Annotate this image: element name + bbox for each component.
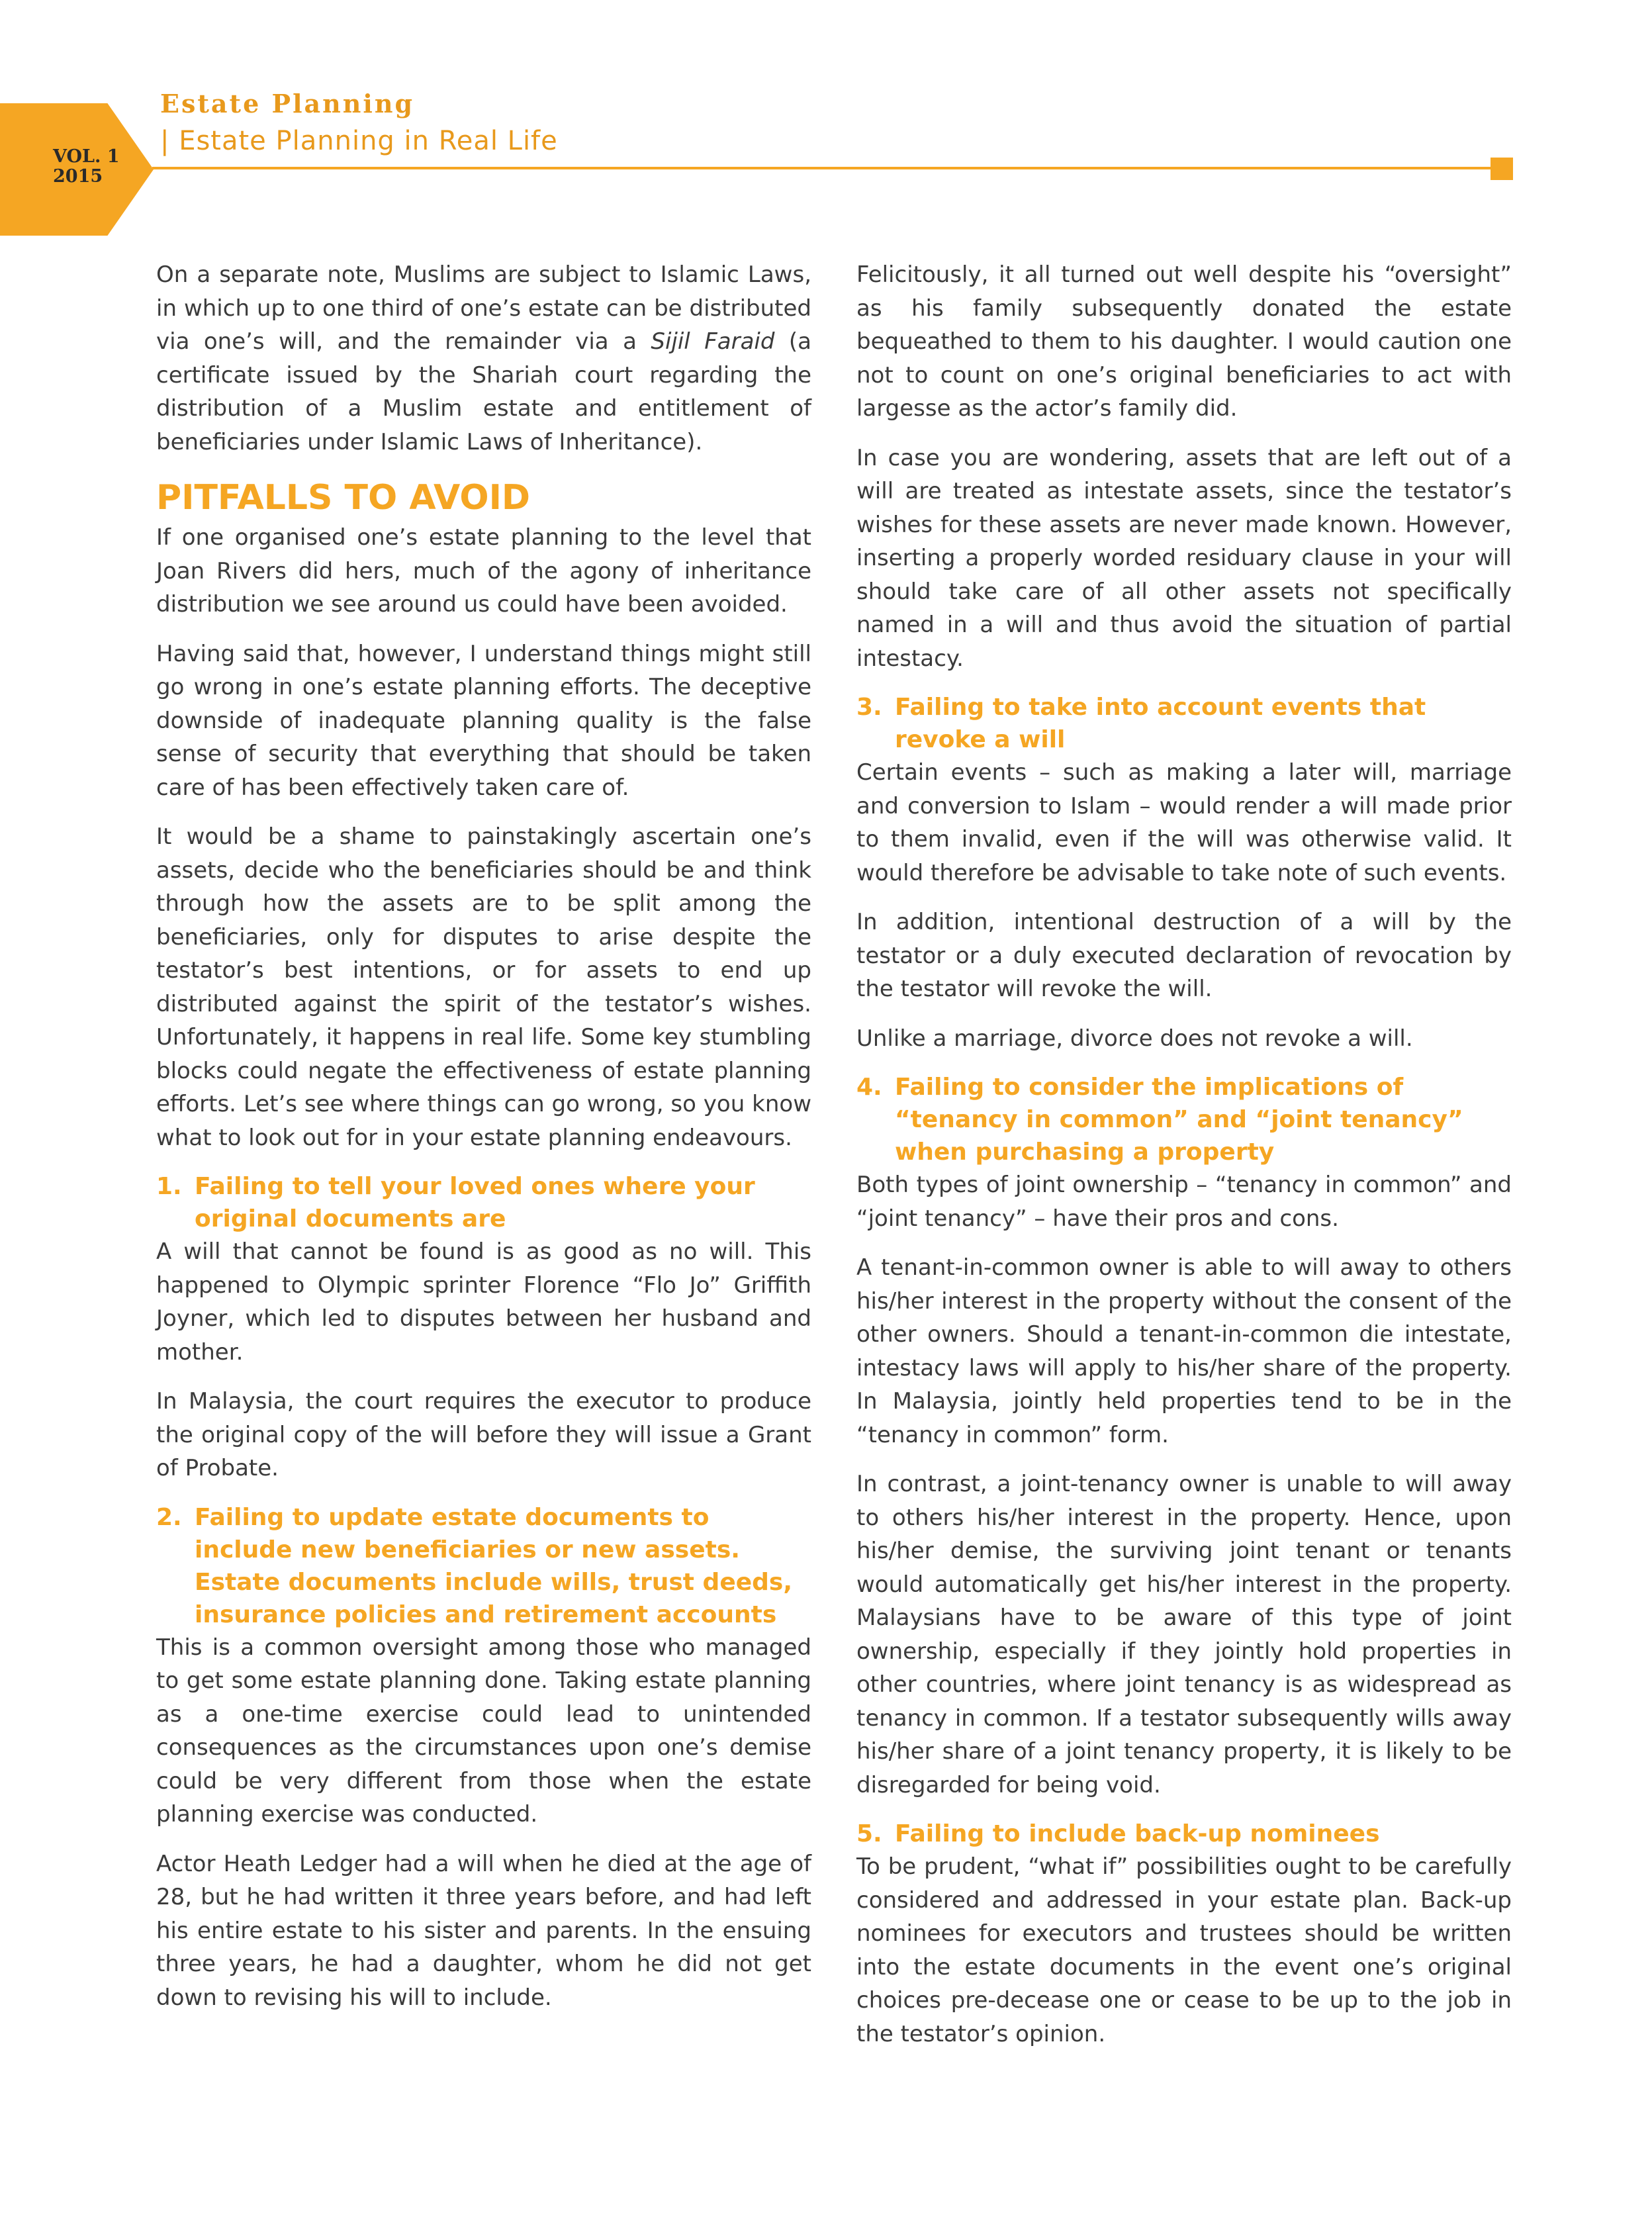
paragraph: To be prudent, “what if” possibilities ought to be carefully considered and addressed in your estate plan. Back-up nominees for executors and trustees should be written into the estate documents in the event one’s original choices pre-decease one or cease to be up to the job in the testator’s opinion.: [856, 1853, 1512, 2047]
paragraph: In contrast, a joint-tenancy owner is unable to will away to others his/her interest in the property. Hence, upon his/her demise, the surviving joint tenant or tenants would automatically get his/her interest in the property. Malaysians have to be aware of this type of joint ownership, especially if they jointly hold properties in other countries, where joint tenancy is as widespread as tenancy in common. If a testator subsequently wills away his/her share of a joint tenancy property, it is likely to be disregarded for being void.: [856, 1471, 1512, 1798]
paragraph: On a separate note, Muslims are subject to Islamic Laws, in which up to one third of one’s estate can be distributed via one’s will, and the remainder via a Sijil Faraid (a certificate issued by the Shariah court regarding the distribution of a Muslim estate and entitlement of beneficiaries under Islamic Laws of Inheritance).: [156, 261, 811, 455]
volume-number: VOL. 1: [53, 146, 120, 167]
paragraph: Unlike a marriage, divorce does not revoke a will.: [856, 1025, 1413, 1052]
paragraph: Certain events – such as making a later will, marriage and conversion to Islam – would render a will made prior to them invalid, even if the will was otherwise valid. It would therefore be advisable to take note of such events.: [856, 759, 1512, 886]
pitfall-heading-4: 4. Failing to consider the implications of “tenancy in common” and “joint tenancy” when purchasing a property: [856, 1074, 1463, 1166]
section-title: Estate Planning: [160, 89, 415, 118]
pitfall-heading-3: 3. Failing to take into account events that revoke a will: [856, 694, 1426, 753]
paragraph: In case you are wondering, assets that are left out of a will are treated as intestate assets, since the testator’s wishes for these assets are never made known. However, inserting a properly worded residuary clause in your will should take care of all other assets not specifically named in a will and thus avoid the situation of partial intestacy.: [856, 444, 1512, 672]
pitfall-heading-2: 2. Failing to update estate documents to include new beneficiaries or new assets. Estate documents include wills, trust deeds, insurance policies and retirement accounts: [156, 1503, 793, 1628]
volume-label: [53, 147, 132, 187]
paragraph: Both types of joint ownership – “tenancy in common” and “joint tenancy” – have their pros and cons.: [856, 1172, 1512, 1232]
paragraph: A will that cannot be found is as good as no will. This happened to Olympic sprinter Florence “Flo Jo” Griffith Joyner, which led to disputes between her husband and mother.: [156, 1238, 811, 1366]
right-column: [856, 258, 1512, 2067]
paragraph: Felicitously, it all turned out well despite his “oversight” as his family subsequently donated the estate bequeathed to them to his daughter. I would caution one not to count on one’s original beneficiaries to act with largesse as the actor’s family did.: [856, 261, 1512, 422]
sijil-faraid-term: Sijil Faraid: [651, 328, 775, 355]
paragraph: It would be a shame to painstakingly ascertain one’s assets, decide who the beneficiaries should be and think through how the assets are to be split among the beneficiaries, only for disputes to arise despite the testator’s best intentions, or for assets to end up distributed against the spirit of the testator’s wishes. Unfortunately, it happens in real life. Some key stumbling blocks could negate the effectiveness of estate planning efforts. Let’s see where things can go wrong, so you know what to look out for in your estate planning endeavours.: [156, 823, 811, 1151]
volume-year: 2015: [53, 166, 103, 187]
pitfall-heading-1: 1. Failing to tell your loved ones where your original documents are: [156, 1173, 755, 1232]
left-column: [156, 258, 811, 2030]
header-rule: [152, 167, 1509, 169]
paragraph: Having said that, however, I understand things might still go wrong in one’s estate planning efforts. The deceptive downside of inadequate planning quality is the false sense of security that everything that should be taken care of has been effectively taken care of.: [156, 640, 811, 801]
paragraph: A tenant-in-common owner is able to will away to others his/her interest in the property without the consent of the other owners. Should a tenant-in-common die intestate, intestacy laws will apply to his/her share of the property. In Malaysia, jointly held properties tend to be in the “tenancy in common” form.: [856, 1254, 1512, 1448]
paragraph: In addition, intentional destruction of a will by the testator or a duly executed declaration of revocation by the testator will revoke the will.: [856, 909, 1512, 1002]
paragraph: Actor Heath Ledger had a will when he died at the age of 28, but he had written it three years before, and had left his entire estate to his sister and parents. In the ensuing three years, he had a daughter, whom he did not get down to revising his will to include.: [156, 1850, 811, 2011]
paragraph: In Malaysia, the court requires the executor to produce the original copy of the will before they will issue a Grant of Probate.: [156, 1388, 811, 1481]
header-rule-end-square: [1491, 158, 1513, 180]
paragraph: This is a common oversight among those who managed to get some estate planning done. Taking estate planning as a one-time exercise could lead to unintended consequences as the circumstances upon one’s demise could be very different from those when the estate planning exercise was conducted.: [156, 1634, 811, 1828]
pitfall-heading-5: 5. Failing to include back-up nominees: [856, 1820, 1380, 1847]
paragraph: If one organised one’s estate planning to the level that Joan Rivers did hers, much of the agony of inheritance distribution we see around us could have been avoided.: [156, 524, 811, 618]
section-subtitle: | Estate Planning in Real Life: [160, 126, 558, 156]
pitfalls-heading: PITFALLS TO AVOID: [156, 478, 531, 518]
